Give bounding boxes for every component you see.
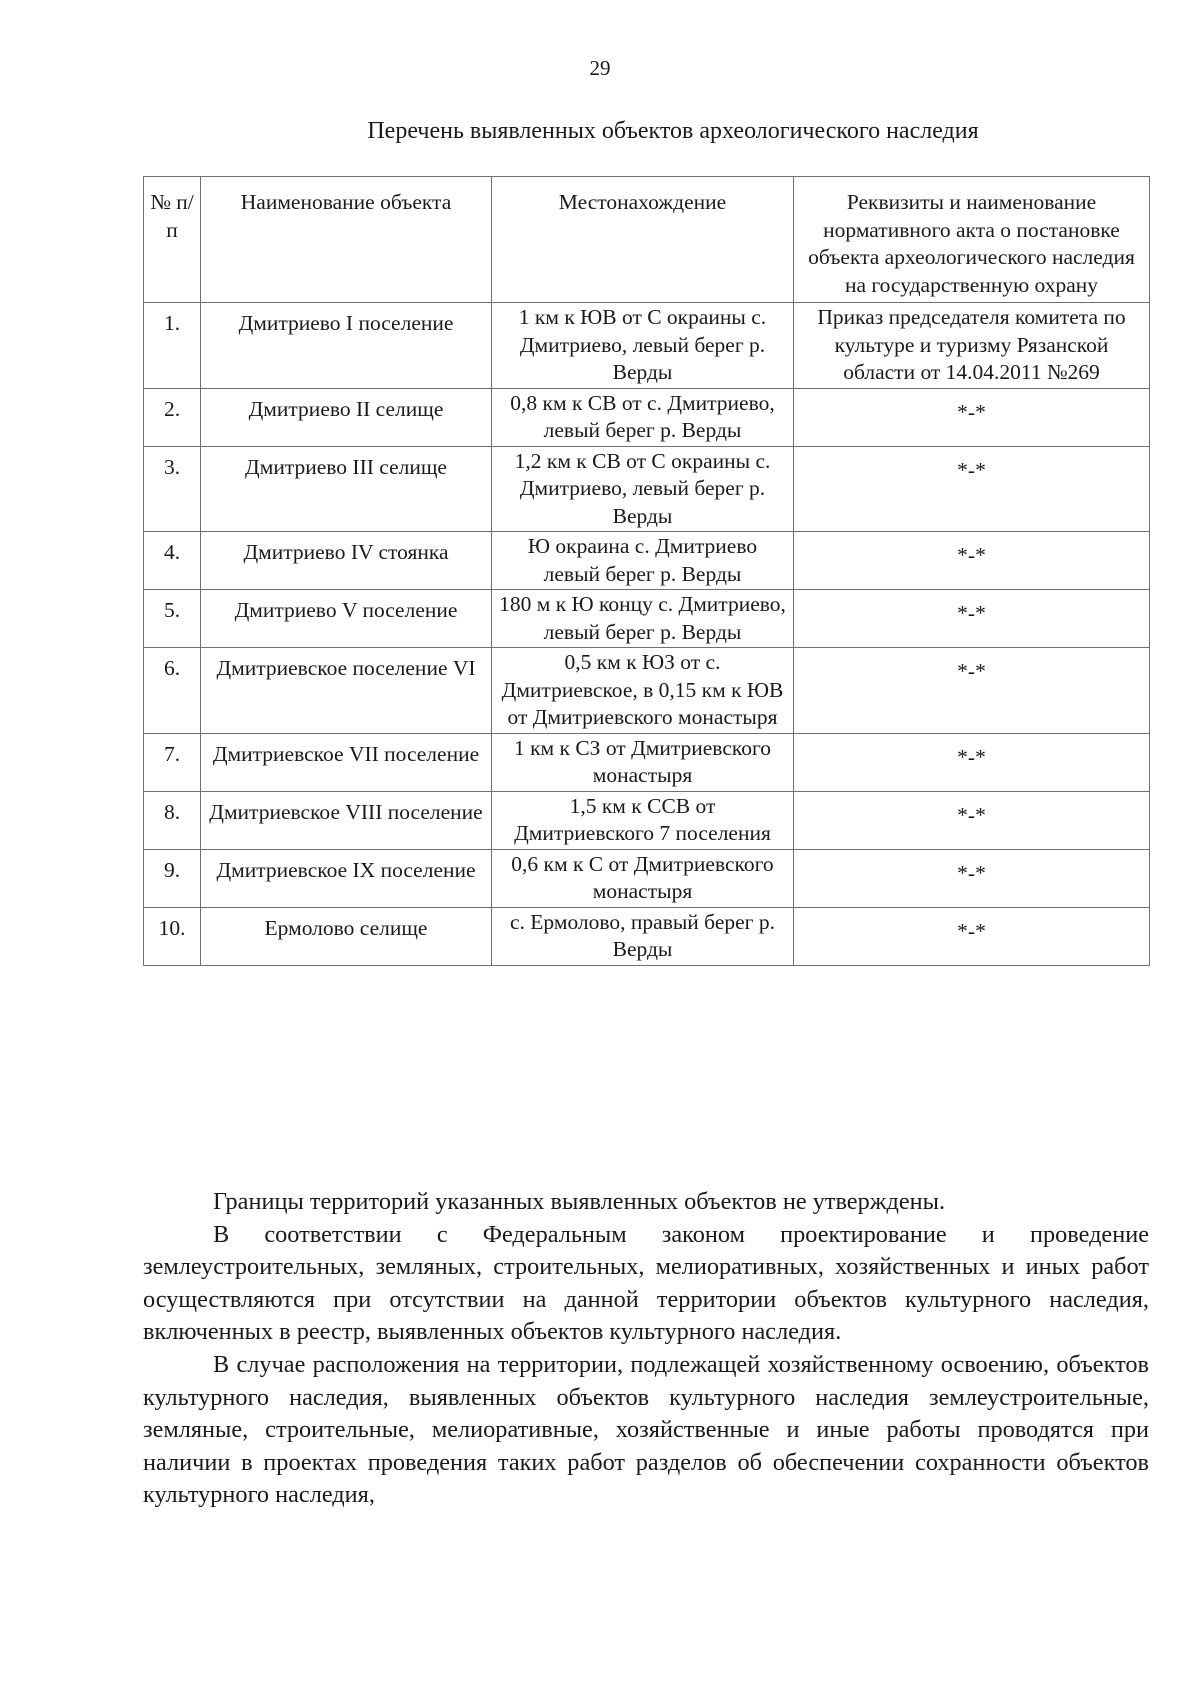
table-row — [144, 590, 1150, 648]
row-requisites: *-* — [794, 388, 1150, 446]
table-row — [144, 907, 1150, 965]
row-requisites: *-* — [794, 791, 1150, 849]
row-num: 8. — [144, 791, 201, 849]
table-row — [144, 532, 1150, 590]
row-requisites: Приказ председателя комитета по культуре и туризму Рязанской области от 14.04.2011 №269 — [794, 303, 1150, 389]
row-location: 1 км к СЗ от Дмитриевского монастыря — [492, 733, 794, 791]
row-requisites: *-* — [794, 590, 1150, 648]
row-name: Дмитриево IV стоянка — [201, 532, 492, 590]
row-location: 1,5 км к ССВ от Дмитриевского 7 поселения — [492, 791, 794, 849]
row-name: Дмитриевское VIII поселение — [201, 791, 492, 849]
row-requisites: *-* — [794, 907, 1150, 965]
row-name: Дмитриево I поселение — [201, 303, 492, 389]
header-num: № п/п — [144, 177, 201, 303]
table-row — [144, 388, 1150, 446]
row-location: с. Ермолово, правый берег р. Верды — [492, 907, 794, 965]
row-requisites: *-* — [794, 532, 1150, 590]
paragraph-federal-law: В соответствии с Федеральным законом проектирование и проведение землеустроительных, земляных, строительных, мелиоративных, хозяйственных и иных работ осуществляются при отсутствии на данной территории объектов культурного наследия, включенных в реестр, выявленных объектов культурного наследия. — [143, 1220, 1149, 1346]
row-requisites: *-* — [794, 733, 1150, 791]
row-name: Дмитриевское IX поселение — [201, 849, 492, 907]
table-row — [144, 791, 1150, 849]
row-location: 180 м к Ю концу с. Дмитриево, левый берег р. Верды — [492, 590, 794, 648]
row-requisites: *-* — [794, 849, 1150, 907]
row-num: 10. — [144, 907, 201, 965]
table-row — [144, 733, 1150, 791]
row-location: 0,5 км к ЮЗ от с. Дмитриевское, в 0,15 км к ЮВ от Дмитриевского монастыря — [492, 648, 794, 734]
row-name: Дмитриевское поселение VI — [201, 648, 492, 734]
page-number: 29 — [589, 56, 611, 80]
row-name: Дмитриево III селище — [201, 446, 492, 532]
row-num: 1. — [144, 303, 201, 389]
body-text — [143, 1186, 1149, 1512]
row-name: Дмитриевское VII поселение — [201, 733, 492, 791]
row-location: 1 км к ЮВ от С окраины с. Дмитриево, левый берег р. Верды — [492, 303, 794, 389]
row-num: 9. — [144, 849, 201, 907]
document-title: Перечень выявленных объектов археологического наследия — [367, 118, 979, 144]
row-location: 0,8 км к СВ от с. Дмитриево, левый берег р. Верды — [492, 388, 794, 446]
row-num: 2. — [144, 388, 201, 446]
row-num: 7. — [144, 733, 201, 791]
header-location: Местонахождение — [492, 177, 794, 303]
table-row — [144, 849, 1150, 907]
table-row — [144, 446, 1150, 532]
row-name: Дмитриево II селище — [201, 388, 492, 446]
paragraph-boundaries: Границы территорий указанных выявленных объектов не утверждены. — [213, 1188, 946, 1215]
row-requisites: *-* — [794, 446, 1150, 532]
row-num: 6. — [144, 648, 201, 734]
table-header-row — [144, 177, 1150, 303]
paragraph-works-conditions: В случае расположения на территории, подлежащей хозяйственному освоению, объектов культурного наследия, выявленных объектов культурного наследия землеустроительные, земляные, строительные, мелиоративные, хозяйственные и иные работы проводятся при наличии в проектах проведения таких работ разделов об обеспечении сохранности объектов культурного наследия, — [143, 1350, 1149, 1509]
row-num: 5. — [144, 590, 201, 648]
row-location: Ю окраина с. Дмитриево левый берег р. Верды — [492, 532, 794, 590]
table-row — [144, 648, 1150, 734]
row-requisites: *-* — [794, 648, 1150, 734]
row-location: 1,2 км к СВ от С окраины с. Дмитриево, левый берег р. Верды — [492, 446, 794, 532]
table-row — [144, 303, 1150, 389]
row-name: Дмитриево V поселение — [201, 590, 492, 648]
row-name: Ермолово селище — [201, 907, 492, 965]
row-location: 0,6 км к С от Дмитриевского монастыря — [492, 849, 794, 907]
heritage-objects-table — [143, 176, 1150, 966]
header-requisites: Реквизиты и наименование нормативного акта о постановке объекта археологического наследия на государственную охрану — [794, 177, 1150, 303]
header-name: Наименование объекта — [201, 177, 492, 303]
row-num: 3. — [144, 446, 201, 532]
row-num: 4. — [144, 532, 201, 590]
